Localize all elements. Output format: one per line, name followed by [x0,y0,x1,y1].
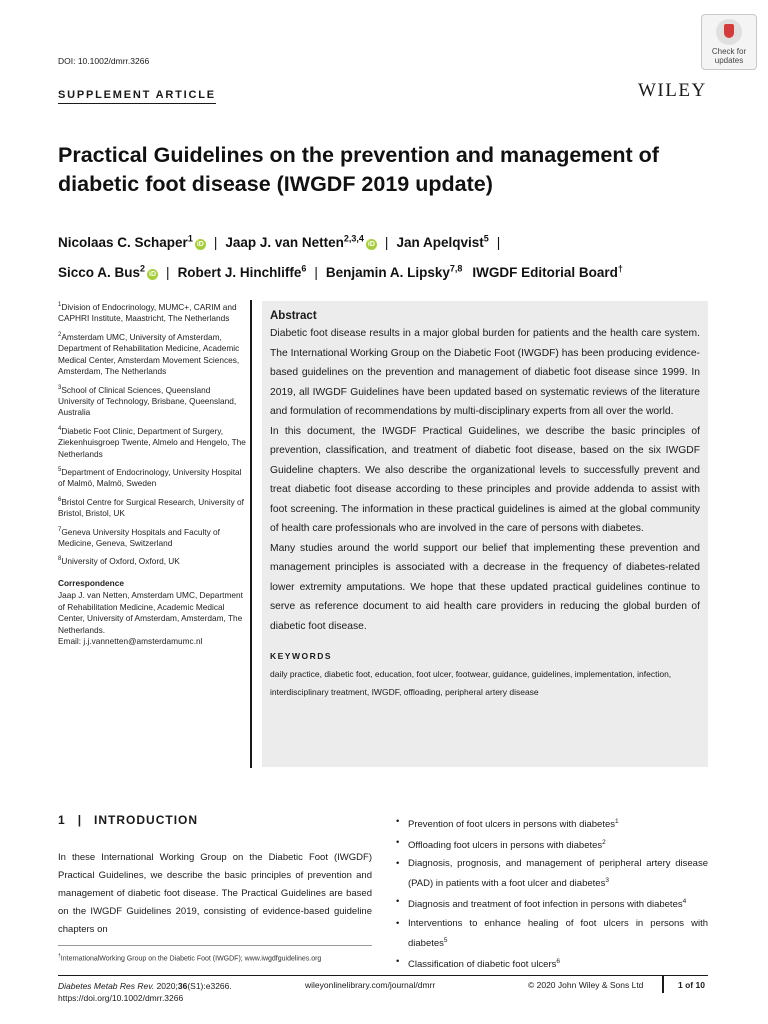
affiliation: $^7$Geneva University Hospitals and Faculty of Medicine, Geneva, Switzerland [58,526,220,548]
list-item: • Interventions to enhance healing of foot ulcers in persons with diabetes$^5$ [396,915,708,952]
author[interactable]: Sicco A. Bus$^2$iD [58,263,157,280]
affiliation: $^3$School of Clinical Sciences, Queensland University of Technology, Brisbane, Queensland, Australia [58,384,237,418]
keywords-heading: KEYWORDS [270,651,333,661]
author-separator: | [213,234,218,250]
author-separator: | [384,234,389,250]
author[interactable]: Jaap J. van Netten$^{2,3,4}$iD [225,233,375,250]
correspondence-text: Jaap J. van Netten, Amsterdam UMC, Department of Rehabilitation Medicine, Academic Medical Center, University of Amsterdam, Amsterdam, The Netherlands. Email: j.j.vannetten@amsterdamumc.nl [58,590,243,647]
correspondence-email[interactable]: Email: j.j.vannetten@amsterdamumc.nl [58,636,203,647]
author[interactable]: Jan Apelqvist$^5$ [396,233,489,250]
affiliations [58,300,246,648]
article-title: Practical Guidelines on the prevention and management of diabetic foot disease (IWGDF 2019 update) [58,143,659,196]
author[interactable]: Benjamin A. Lipsky$^{7,8}$ [325,263,463,280]
footnote-rule [58,945,372,946]
affiliation: $^1$Division of Endocrinology, MUMC+, CARIM and CAPHRI Institute, Maastricht, The Netherlands [58,301,237,324]
affiliation: $^2$Amsterdam UMC, University of Amsterdam, Department of Rehabilitation Medicine, Academic Medical Center, Amsterdam Movement Sciences, Amsterdam, The Netherlands [58,331,240,377]
page-separator [662,975,664,993]
abstract-paragraph: Many studies around the world support our belief that implementing these prevention and management principles is associated with a decrease in the frequency of diabetes-related lower extremity amputations. We hope that these updated practical guidelines continue to serve as reference document to aid health care providers in reducing the global burden of diabetic foot disease. [270,542,700,632]
affiliation: $^4$Diabetic Foot Clinic, Department of Surgery, Ziekenhuisgroep Twente, Almelo and Hengelo, The Netherlands [58,425,246,459]
doi-label: DOI: 10.1002/dmrr.3266 [58,56,150,66]
author-separator: | [166,265,170,280]
abstract-paragraph: Diabetic foot disease results in a major global burden for patients and the health care system. The International Working Group on the Diabetic Foot (IWGDF) has been producing evidence-based guidelines on the prevention and management of diabetic foot disease since 1999. In 2019, all IWGDF Guidelines have been updated based on systematic reviews of the literature and formulation of recommendations by multi-disciplinary experts from all over the world. [270,328,700,417]
list-item: • Diagnosis and treatment of foot infection in persons with diabetes$^4$ [396,893,708,913]
keywords: daily practice, diabetic foot, education, foot ulcer, footwear, guidance, guidelines, implementation, infection, interdisciplinary treatment, IWGDF, offloading, peripheral artery disease [270,669,672,697]
abstract-divider [250,300,252,768]
chapter-list [396,813,708,974]
abstract-paragraph: In this document, the IWGDF Practical Guidelines, we describe the basic principles of prevention, classification, and treatment of diabetic foot disease, based on the six IWGDF Guideline chapters. We also describe the organizational levels to successfully prevent and treat diabetic foot disease according to these principles and provide addenda to assist with foot screening. The information in these practical guidelines is aimed at the global community of health care professionals who are involved in the care of persons with diabetes. [270,425,700,534]
check-for-updates-badge[interactable] [701,14,757,70]
badge-text: Check for updates [711,47,747,65]
list-item: • Prevention of foot ulcers in persons with diabetes$^1$ [396,813,708,833]
abstract-heading: Abstract [270,310,317,322]
author[interactable]: Robert J. Hinchliffe$^6$ [177,263,307,280]
journal-doi-link[interactable]: https://doi.org/10.1002/dmrr.3266 [58,993,184,1003]
page-number: 1 of 10 [678,980,705,990]
intro-paragraph: In these International Working Group on the Diabetic Foot (IWGDF) Practical Guidelines, we describe the basic principles of prevention and management of diabetic foot disease. The Practical Guidelines are based on the IWGDF Guidelines 2019, consisting of evidence-based guideline chapters on [58,852,372,935]
orcid-icon[interactable]: iD [149,271,157,278]
affiliation: $^8$University of Oxford, Oxford, UK [58,556,180,567]
orcid-icon[interactable]: iD [196,240,204,248]
affiliation: $^5$Department of Endocrinology, University Hospital of Malmö, Malmö, Sweden [58,466,242,489]
journal-citation: Diabetes Metab Res Rev. 2020;36(S1):e3266. https://doi.org/10.1002/dmrr.3266 [58,981,232,1003]
abstract-box [262,301,708,767]
author-separator: | [496,234,501,250]
author-separator: | [314,265,318,280]
affiliation: $^6$Bristol Centre for Surgical Research, University of Bristol, Bristol, UK [58,496,244,519]
journal-url-link[interactable]: wileyonlinelibrary.com/journal/dmrr [305,980,436,990]
correspondence-heading: Correspondence [58,577,124,588]
author[interactable]: Nicolaas C. Schaper$^1$iD [58,233,204,250]
footnote: †InternationalWorking Group on the Diabetic Foot (IWGDF); www.iwgdfguidelines.org [58,953,322,963]
publisher-logo: WILEY [638,80,707,101]
section-heading: 1 | INTRODUCTION [58,813,199,827]
list-item: • Diagnosis, prognosis, and management of peripheral artery disease (PAD) in patients with a foot ulcer and diabetes$^3$ [396,855,708,892]
list-item: • Classification of diabetic foot ulcers$^6$ [396,953,708,973]
orcid-icon[interactable]: iD [367,240,375,248]
list-item: • Offloading foot ulcers in persons with diabetes$^2$ [396,834,708,854]
footer-rule [58,975,708,976]
author-list [58,225,738,286]
bookmark-icon [716,19,742,45]
copyright: © 2020 John Wiley & Sons Ltd [528,980,644,990]
author[interactable]: IWGDF Editorial Board† [472,263,623,280]
section-label: SUPPLEMENT ARTICLE [58,89,216,104]
